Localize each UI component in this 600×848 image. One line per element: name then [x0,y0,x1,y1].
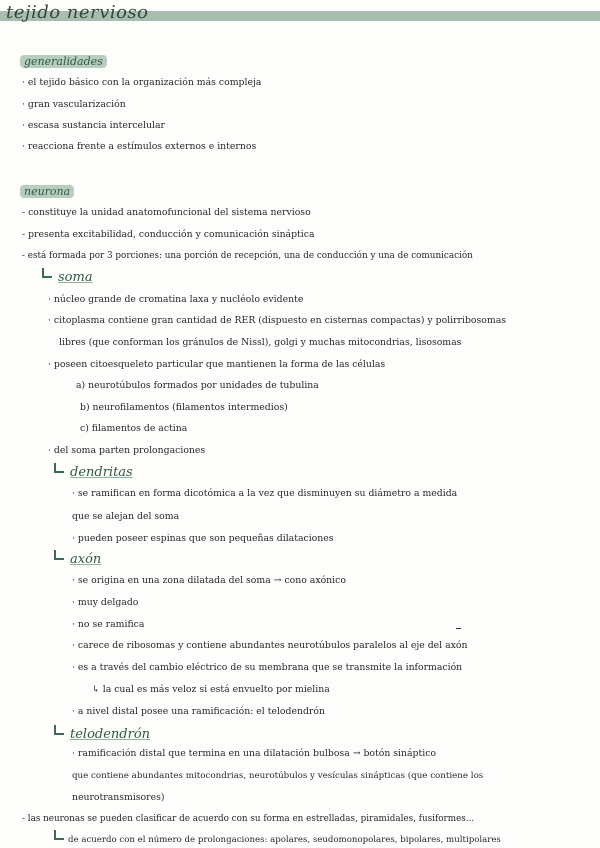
list-item: · el tejido básico con la organización más compleja [22,77,262,88]
pen-mark [456,628,461,629]
branch-arrow-icon [54,725,64,735]
subheading-telodendron: telodendrón [70,727,151,742]
list-item: · a nivel distal posee una ramificación: el telodendrón [72,706,325,717]
list-item: - presenta excitabilidad, conducción y comunicación sináptica [22,229,315,240]
list-item-continuation: que contiene abundantes mitocondrias, neurotúbulos y vesículas sinápticas (que contiene los [72,771,484,781]
list-item: · carece de ribosomas y contiene abundantes neurotúbulos paralelos al eje del axón [72,640,468,651]
list-item: · pueden poseer espinas que son pequeñas dilataciones [72,533,334,544]
list-item: - las neuronas se pueden clasificar de acuerdo con su forma en estrelladas, piramidales, fusiformes... [22,814,475,824]
section-heading-neurona: neurona [20,185,74,198]
list-item: · ramificación distal que termina en una dilatación bulbosa → botón sináptico [72,748,437,759]
subheading-dendritas: dendritas [70,465,133,480]
list-item: · del soma parten prolongaciones [48,445,206,456]
subheading-soma: soma [58,270,93,285]
list-item: · se origina en una zona dilatada del soma → cono axónico [72,575,346,586]
list-item: · escasa sustancia intercelular [22,120,165,131]
list-item: · es a través del cambio eléctrico de su membrana que se transmite la información [72,662,463,673]
list-subitem: c) filamentos de actina [80,423,188,434]
branch-arrow-icon [42,268,52,278]
list-subitem: de acuerdo con el número de prolongaciones: apolares, seudomonopolares, bipolares, multipolares [68,835,501,845]
list-subitem: b) neurofilamentos (filamentos intermedios) [80,402,288,413]
list-item: · poseen citoesqueleto particular que mantienen la forma de las células [48,359,386,370]
list-item: - constituye la unidad anatomofuncional del sistema nervioso [22,207,311,218]
list-item: · gran vascularización [22,99,126,110]
subheading-axon: axón [70,552,102,567]
list-item: · no se ramifica [72,619,145,630]
list-item: · reacciona frente a estímulos externos e internos [22,141,257,152]
list-subitem: a) neurotúbulos formados por unidades de tubulina [76,380,319,391]
page-title: tejido nervioso [6,2,149,23]
branch-arrow-icon [54,463,64,473]
list-item: · muy delgado [72,597,139,608]
list-item-continuation: que se alejan del soma [72,511,180,522]
list-item: · se ramifican en forma dicotómica a la vez que disminuyen su diámetro a medida [72,488,458,499]
list-item: · citoplasma contiene gran cantidad de RER (dispuesto en cisternas compactas) y polirribosomas [48,315,507,326]
branch-arrow-icon [54,830,64,840]
list-item-continuation: neurotransmisores) [72,792,165,803]
branch-arrow-icon [54,550,64,560]
section-heading-generalidades: generalidades [20,55,107,68]
list-item: - está formada por 3 porciones: una porción de recepción, una de conducción y una de comunicación [22,251,473,261]
list-subitem: ↳ la cual es más veloz si está envuelto por mielina [92,684,330,695]
list-item: · núcleo grande de cromatina laxa y nucléolo evidente [48,294,304,305]
list-item-continuation: libres (que conforman los gránulos de Nissl), golgi y muchas mitocondrias, lisosomas [59,337,462,348]
